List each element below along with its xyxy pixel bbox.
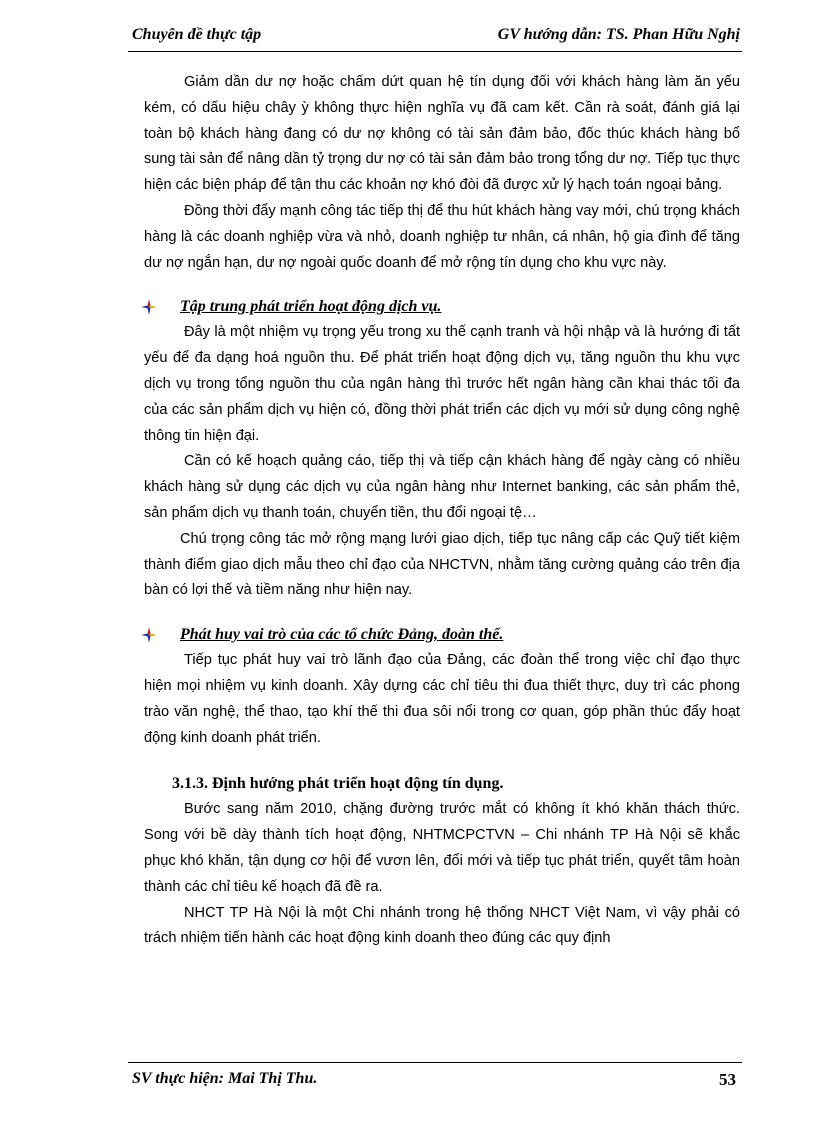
page-body bbox=[144, 70, 740, 952]
bullet-heading-party bbox=[140, 622, 740, 648]
paragraph: Giảm dần dư nợ hoặc chấm dứt quan hệ tín dụng đối với khách hàng làm ăn yếu kém, có dấu hiệu chây ỳ không thực hiện nghĩa vụ đã cam kết. Cần rà soát, đánh giá lại toàn bộ khách hàng đang có dư nợ không có tài sản đảm bảo, đốc thúc khách hàng bổ sung tài sản để nâng dần tỷ trọng dư nợ có tài sản đảm bảo trong tổng dư nợ. Tiếp tục thực hiện các biện pháp để tận thu các khoản nợ khó đòi đã được xử lý hạch toán ngoại bảng. bbox=[144, 74, 740, 194]
paragraph: Chú trọng công tác mở rộng mạng lưới giao dịch, tiếp tục nâng cấp các Quỹ tiết kiệm thành điểm giao dịch mẫu theo chỉ đạo của NHCTVN, nhằm tăng cường quảng cáo trên địa bàn có lợi thế và tiềm năng như hiện nay. bbox=[144, 530, 740, 599]
bullet-heading-services bbox=[140, 294, 740, 320]
footer-student: SV thực hiện: Mai Thị Thu. bbox=[132, 1070, 318, 1087]
paragraph: NHCT TP Hà Nội là một Chi nhánh trong hệ thống NHCT Việt Nam, vì vậy phải có trách nhiệm tiến hành các hoạt động kinh doanh theo đúng các quy định bbox=[144, 904, 740, 947]
paragraph: Đây là một nhiệm vụ trọng yếu trong xu thế cạnh tranh và hội nhập và là hướng đi tất yếu để đa dạng hoá nguồn thu. Để phát triển hoạt động dịch vụ, tăng nguồn thu khu vực dịch vụ trong tổng nguồn thu của ngân hàng thì trước hết ngân hàng cần khai thác tối đa của các sản phẩm dịch vụ hiện có, đồng thời phát triển các dịch vụ mới sử dụng công nghệ thông tin hiện đại. bbox=[144, 324, 740, 444]
paragraph: Tiếp tục phát huy vai trò lãnh đạo của Đảng, các đoàn thể trong việc chỉ đạo thực hiện mọi nhiệm vụ kinh doanh. Xây dựng các chỉ tiêu thi đua thiết thực, duy trì các phong trào văn nghệ, thể thao, tạo khí thế thi đua sôi nổi trong cơ quan, góp phần thúc đẩy hoạt động kinh doanh phát triển. bbox=[144, 652, 740, 746]
page-number: 53 bbox=[719, 1070, 736, 1089]
four-point-star-bullet-icon bbox=[140, 298, 158, 316]
bullet-heading-text: Tập trung phát triển hoạt động dịch vụ. bbox=[180, 298, 442, 316]
header-rule bbox=[128, 51, 742, 52]
header-course-title: Chuyên đề thực tập bbox=[132, 26, 262, 43]
bullet-heading-text: Phát huy vai trò của các tổ chức Đảng, đoàn thể. bbox=[180, 626, 504, 644]
footer-rule bbox=[128, 1062, 742, 1063]
paragraph: Đồng thời đẩy mạnh công tác tiếp thị để thu hút khách hàng vay mới, chú trọng khách hàng là các doanh nghiệp vừa và nhỏ, doanh nghiệp tư nhân, cá nhân, hộ gia đình để tăng dư nợ ngắn hạn, dư nợ ngoài quốc doanh để mở rộng tín dụng cho khu vực này. bbox=[144, 202, 740, 271]
paragraph: Bước sang năm 2010, chặng đường trước mắt có không ít khó khăn thách thức. Song với bề dày thành tích hoạt động, NHTMCPCTVN – Chi nhánh TP Hà Nội sẽ khắc phục khó khăn, tận dụng cơ hội để vươn lên, đổi mới và tiếp tục phát triển, quyết tâm hoàn thành các chỉ tiêu kế hoạch đã đề ra. bbox=[144, 801, 740, 895]
paragraph: Cần có kế hoạch quảng cáo, tiếp thị và tiếp cận khách hàng để ngày càng có nhiều khách hàng sử dụng các dịch vụ của ngân hàng như Internet banking, các sản phẩm thẻ, sản phẩm dịch vụ thanh toán, chuyển tiền, thu đổi ngoại tệ… bbox=[144, 453, 740, 521]
header-advisor: GV hướng dẫn: TS. Phan Hữu Nghị bbox=[497, 26, 740, 43]
four-point-star-bullet-icon bbox=[140, 626, 158, 644]
section-heading: 3.1.3. Định hướng phát triển hoạt động tín dụng. bbox=[172, 775, 504, 793]
